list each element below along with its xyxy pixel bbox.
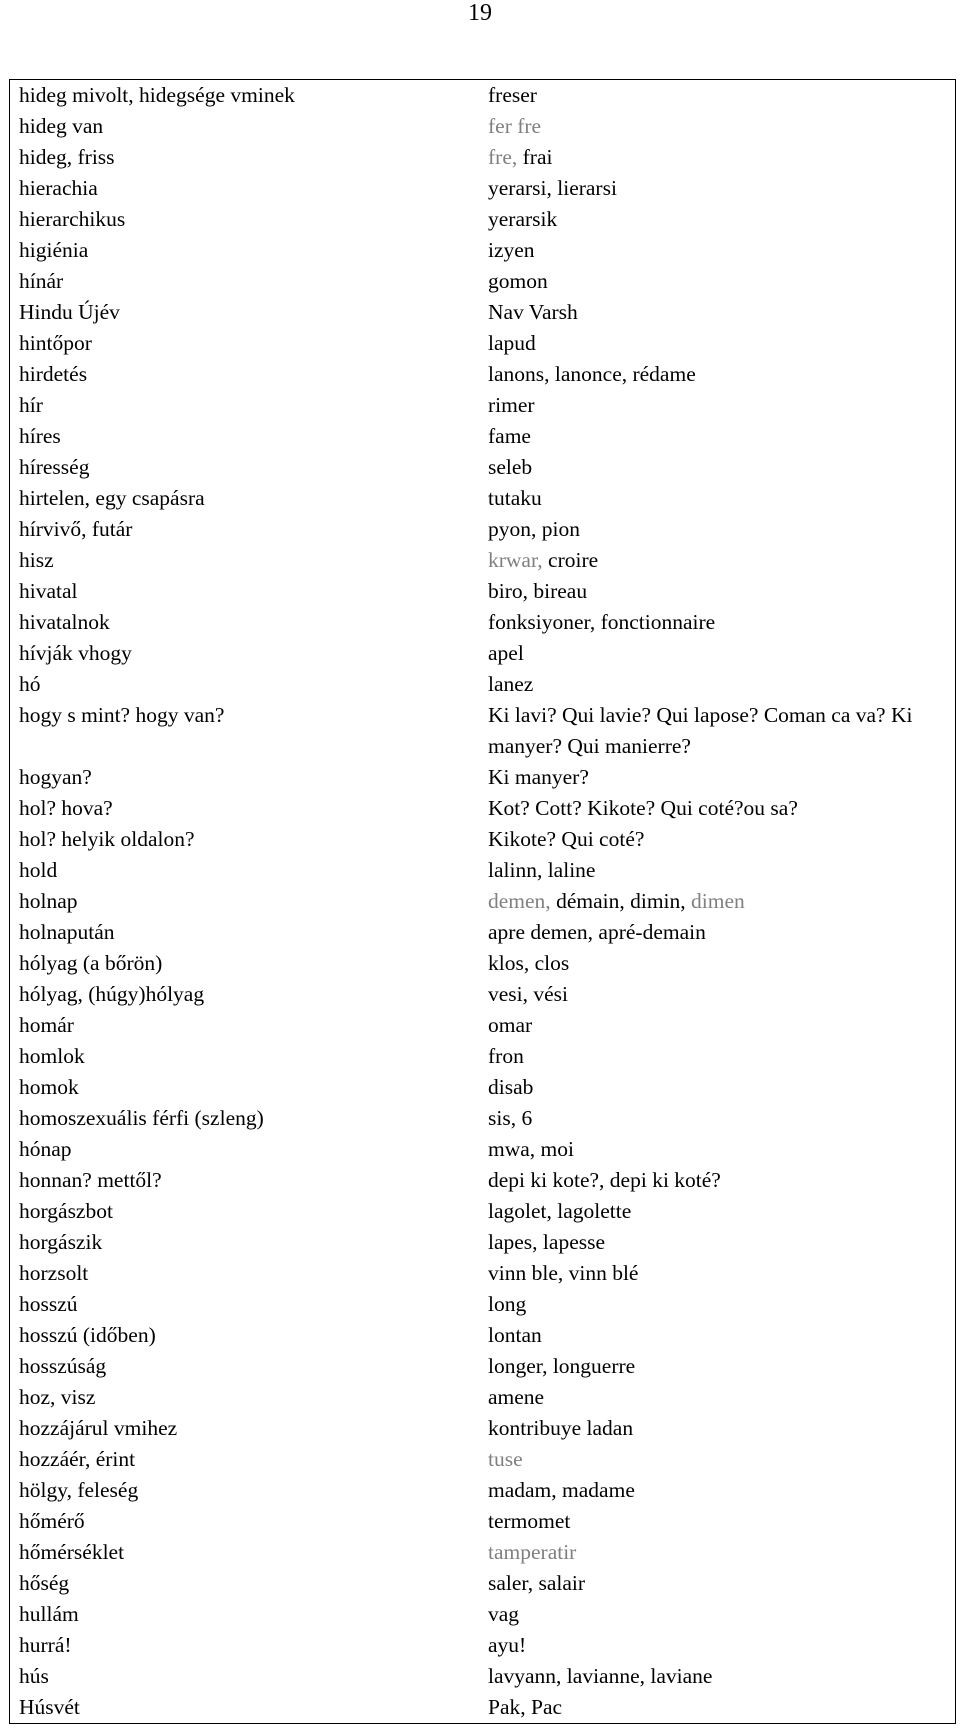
- table-row: [10, 793, 955, 824]
- translation-segment: vag: [488, 1602, 520, 1626]
- table-row: [10, 576, 955, 607]
- translation: [488, 1568, 955, 1599]
- translation: [488, 1227, 955, 1258]
- table-row: [10, 142, 955, 173]
- hungarian-term: hőség: [19, 1571, 70, 1595]
- hungarian-term: hólyag (a bőrön): [19, 951, 163, 975]
- translation: [488, 1134, 955, 1165]
- table-row: [10, 514, 955, 545]
- table-row: [10, 328, 955, 359]
- translation-segment: tamperatir: [488, 1540, 577, 1564]
- table-row: [10, 266, 955, 297]
- table-row: [10, 297, 955, 328]
- translation: [488, 1351, 955, 1382]
- translation-segment: gomon: [488, 269, 548, 293]
- translation-segment: fron: [488, 1044, 524, 1068]
- translation-segment: krwar,: [488, 548, 549, 572]
- translation: [488, 700, 955, 762]
- table-row: [10, 204, 955, 235]
- translation: [488, 359, 955, 390]
- hungarian-term: hínár: [19, 269, 64, 293]
- translation: [488, 421, 955, 452]
- hungarian-term: hó: [19, 672, 41, 696]
- translation-segment: longer, longuerre: [488, 1354, 636, 1378]
- hungarian-term: horgászik: [19, 1230, 103, 1254]
- translation: [488, 793, 955, 824]
- hungarian-term: hús: [19, 1664, 49, 1688]
- translation-segment: démain, dimin,: [556, 889, 692, 913]
- dictionary-table: [9, 79, 956, 1724]
- hungarian-term: hullám: [19, 1602, 79, 1626]
- translation: [488, 1413, 955, 1444]
- hungarian-term: honnan? mettől?: [19, 1168, 162, 1192]
- translation-segment: fame: [488, 424, 531, 448]
- table-row: [10, 235, 955, 266]
- translation: [488, 545, 955, 576]
- table-row: [10, 1692, 955, 1723]
- hungarian-term: hír: [19, 393, 43, 417]
- hungarian-term: hierachia: [19, 176, 98, 200]
- translation: [488, 917, 955, 948]
- hungarian-term: hideg mivolt, hidegsége vminek: [19, 83, 295, 107]
- translation-segment: fre,: [488, 145, 523, 169]
- translation-segment: sis, 6: [488, 1106, 533, 1130]
- hungarian-term: hideg van: [19, 114, 104, 138]
- translation-segment: omar: [488, 1013, 533, 1037]
- hungarian-term: hogy s mint? hogy van?: [19, 703, 225, 727]
- table-row: [10, 824, 955, 855]
- translation: [488, 1258, 955, 1289]
- translation-segment: lalinn, laline: [488, 858, 596, 882]
- hungarian-term: hurrá!: [19, 1633, 72, 1657]
- translation: [488, 514, 955, 545]
- translation-segment: izyen: [488, 238, 535, 262]
- hungarian-term: hoz, visz: [19, 1385, 96, 1409]
- hungarian-term: hólyag, (húgy)hólyag: [19, 982, 205, 1006]
- hungarian-term: horgászbot: [19, 1199, 113, 1223]
- hungarian-term: hónap: [19, 1137, 72, 1161]
- translation: [488, 1196, 955, 1227]
- translation: [488, 1010, 955, 1041]
- translation: [488, 1103, 955, 1134]
- hungarian-term: hogyan?: [19, 765, 92, 789]
- translation-segment: Kot? Cott? Kikote? Qui coté?ou sa?: [488, 796, 798, 820]
- table-row: [10, 421, 955, 452]
- translation: [488, 1692, 955, 1723]
- translation: [488, 762, 955, 793]
- translation: [488, 855, 955, 886]
- translation-segment: disab: [488, 1075, 534, 1099]
- translation-segment: Ki lavi? Qui lavie? Qui lapose? Coman ca va? Ki manyer? Qui manierre?: [488, 703, 913, 758]
- translation-segment: demen,: [488, 889, 557, 913]
- hungarian-term: hirtelen, egy csapásra: [19, 486, 205, 510]
- table-row: [10, 762, 955, 793]
- page-number: 19: [468, 0, 492, 26]
- translation-segment: apre demen, apré-demain: [488, 920, 706, 944]
- translation-segment: termomet: [488, 1509, 571, 1533]
- table-row: [10, 359, 955, 390]
- table-row: [10, 1320, 955, 1351]
- table-row: [10, 1537, 955, 1568]
- translation: [488, 1475, 955, 1506]
- table-row: [10, 1630, 955, 1661]
- table-row: [10, 80, 955, 111]
- translation-segment: Kikote? Qui coté?: [488, 827, 645, 851]
- translation: [488, 1072, 955, 1103]
- translation-segment: mwa, moi: [488, 1137, 574, 1161]
- translation-segment: pyon, pion: [488, 517, 580, 541]
- hungarian-term: hőmérő: [19, 1509, 85, 1533]
- translation-segment: rimer: [488, 393, 535, 417]
- table-row: [10, 1289, 955, 1320]
- translation: [488, 297, 955, 328]
- translation-segment: freser: [488, 83, 537, 107]
- hungarian-term: hírvivő, futár: [19, 517, 133, 541]
- hungarian-term: hol? helyik oldalon?: [19, 827, 195, 851]
- table-row: [10, 111, 955, 142]
- translation: [488, 948, 955, 979]
- table-row: [10, 1568, 955, 1599]
- translation: [488, 1537, 955, 1568]
- translation: [488, 1630, 955, 1661]
- translation: [488, 1661, 955, 1692]
- hungarian-term: holnap: [19, 889, 78, 913]
- translation: [488, 390, 955, 421]
- translation-segment: vinn ble, vinn blé: [488, 1261, 639, 1285]
- hungarian-term: hívják vhogy: [19, 641, 132, 665]
- hungarian-term: hölgy, feleség: [19, 1478, 139, 1502]
- translation: [488, 1506, 955, 1537]
- translation-segment: seleb: [488, 455, 533, 479]
- translation-segment: depi ki kote?, depi ki koté?: [488, 1168, 721, 1192]
- hungarian-term: hőmérséklet: [19, 1540, 125, 1564]
- translation: [488, 452, 955, 483]
- translation: [488, 80, 955, 111]
- hungarian-term: hosszúság: [19, 1354, 107, 1378]
- translation: [488, 1382, 955, 1413]
- hungarian-term: homár: [19, 1013, 74, 1037]
- hungarian-term: hivatalnok: [19, 610, 110, 634]
- hungarian-term: higiénia: [19, 238, 89, 262]
- translation-segment: lontan: [488, 1323, 542, 1347]
- table-row: [10, 607, 955, 638]
- hungarian-term: hideg, friss: [19, 145, 115, 169]
- translation: [488, 204, 955, 235]
- translation: [488, 1444, 955, 1475]
- translation-segment: long: [488, 1292, 527, 1316]
- table-row: [10, 1506, 955, 1537]
- hungarian-term: hosszú (időben): [19, 1323, 156, 1347]
- table-row: [10, 1072, 955, 1103]
- translation: [488, 1289, 955, 1320]
- table-row: [10, 483, 955, 514]
- translation-segment: klos, clos: [488, 951, 570, 975]
- hungarian-term: horzsolt: [19, 1261, 89, 1285]
- table-row: [10, 1382, 955, 1413]
- table-row: [10, 452, 955, 483]
- translation: [488, 1165, 955, 1196]
- table-row: [10, 638, 955, 669]
- table-row: [10, 1196, 955, 1227]
- translation: [488, 979, 955, 1010]
- table-row: [10, 1134, 955, 1165]
- table-row: [10, 1103, 955, 1134]
- hungarian-term: híresség: [19, 455, 90, 479]
- table-row: [10, 1444, 955, 1475]
- table-row: [10, 1227, 955, 1258]
- table-row: [10, 1351, 955, 1382]
- hungarian-term: hold: [19, 858, 58, 882]
- table-row: [10, 1599, 955, 1630]
- table-row: [10, 917, 955, 948]
- hungarian-term: hol? hova?: [19, 796, 113, 820]
- translation: [488, 669, 955, 700]
- translation-segment: biro, bireau: [488, 579, 588, 603]
- translation-segment: dimen: [691, 889, 745, 913]
- table-row: [10, 855, 955, 886]
- translation: [488, 824, 955, 855]
- hungarian-term: homoszexuális férfi (szleng): [19, 1106, 264, 1130]
- table-row: [10, 1010, 955, 1041]
- translation: [488, 576, 955, 607]
- translation-segment: yerarsi, lierarsi: [488, 176, 617, 200]
- table-row: [10, 545, 955, 576]
- hungarian-term: Húsvét: [19, 1695, 80, 1719]
- translation: [488, 886, 955, 917]
- translation: [488, 111, 955, 142]
- hungarian-term: holnapután: [19, 920, 115, 944]
- translation: [488, 638, 955, 669]
- table-row: [10, 1165, 955, 1196]
- table-row: [10, 1041, 955, 1072]
- translation-segment: ayu!: [488, 1633, 527, 1657]
- translation-segment: lapud: [488, 331, 536, 355]
- hungarian-term: hintőpor: [19, 331, 92, 355]
- translation: [488, 173, 955, 204]
- table-row: [10, 979, 955, 1010]
- translation-segment: lavyann, lavianne, laviane: [488, 1664, 713, 1688]
- translation-segment: apel: [488, 641, 524, 665]
- table-row: [10, 173, 955, 204]
- translation-segment: saler, salair: [488, 1571, 586, 1595]
- translation-segment: lanez: [488, 672, 534, 696]
- translation-segment: vesi, vési: [488, 982, 569, 1006]
- hungarian-term: hosszú: [19, 1292, 78, 1316]
- translation-segment: tuse: [488, 1447, 523, 1471]
- table-row: [10, 669, 955, 700]
- hungarian-term: hozzáér, érint: [19, 1447, 136, 1471]
- translation: [488, 1320, 955, 1351]
- hungarian-term: hivatal: [19, 579, 78, 603]
- translation: [488, 142, 955, 173]
- translation: [488, 1599, 955, 1630]
- translation-segment: yerarsik: [488, 207, 558, 231]
- hungarian-term: hisz: [19, 548, 54, 572]
- translation-segment: lanons, lanonce, rédame: [488, 362, 696, 386]
- translation-segment: madam, madame: [488, 1478, 635, 1502]
- translation: [488, 483, 955, 514]
- table-row: [10, 886, 955, 917]
- table-row: [10, 390, 955, 421]
- translation: [488, 235, 955, 266]
- translation: [488, 1041, 955, 1072]
- translation: [488, 266, 955, 297]
- hungarian-term: hozzájárul vmihez: [19, 1416, 178, 1440]
- translation-segment: fonksiyoner, fonctionnaire: [488, 610, 716, 634]
- translation-segment: croire: [548, 548, 599, 572]
- translation-segment: kontribuye ladan: [488, 1416, 634, 1440]
- translation-segment: fer fre: [488, 114, 542, 138]
- hungarian-term: hirdetés: [19, 362, 88, 386]
- translation: [488, 328, 955, 359]
- translation-segment: Pak, Pac: [488, 1695, 563, 1719]
- table-row: [10, 1661, 955, 1692]
- hungarian-term: hierarchikus: [19, 207, 126, 231]
- table-row: [10, 1413, 955, 1444]
- translation-segment: lagolet, lagolette: [488, 1199, 632, 1223]
- table-row: [10, 700, 955, 762]
- translation-segment: frai: [522, 145, 553, 169]
- translation-segment: amene: [488, 1385, 545, 1409]
- table-row: [10, 1475, 955, 1506]
- translation: [488, 607, 955, 638]
- translation-segment: Ki manyer?: [488, 765, 589, 789]
- hungarian-term: homok: [19, 1075, 79, 1099]
- translation-segment: Nav Varsh: [488, 300, 578, 324]
- hungarian-term: híres: [19, 424, 61, 448]
- table-row: [10, 1258, 955, 1289]
- hungarian-term: Hindu Újév: [19, 300, 120, 324]
- hungarian-term: homlok: [19, 1044, 85, 1068]
- table-row: [10, 948, 955, 979]
- translation-segment: tutaku: [488, 486, 542, 510]
- translation-segment: lapes, lapesse: [488, 1230, 606, 1254]
